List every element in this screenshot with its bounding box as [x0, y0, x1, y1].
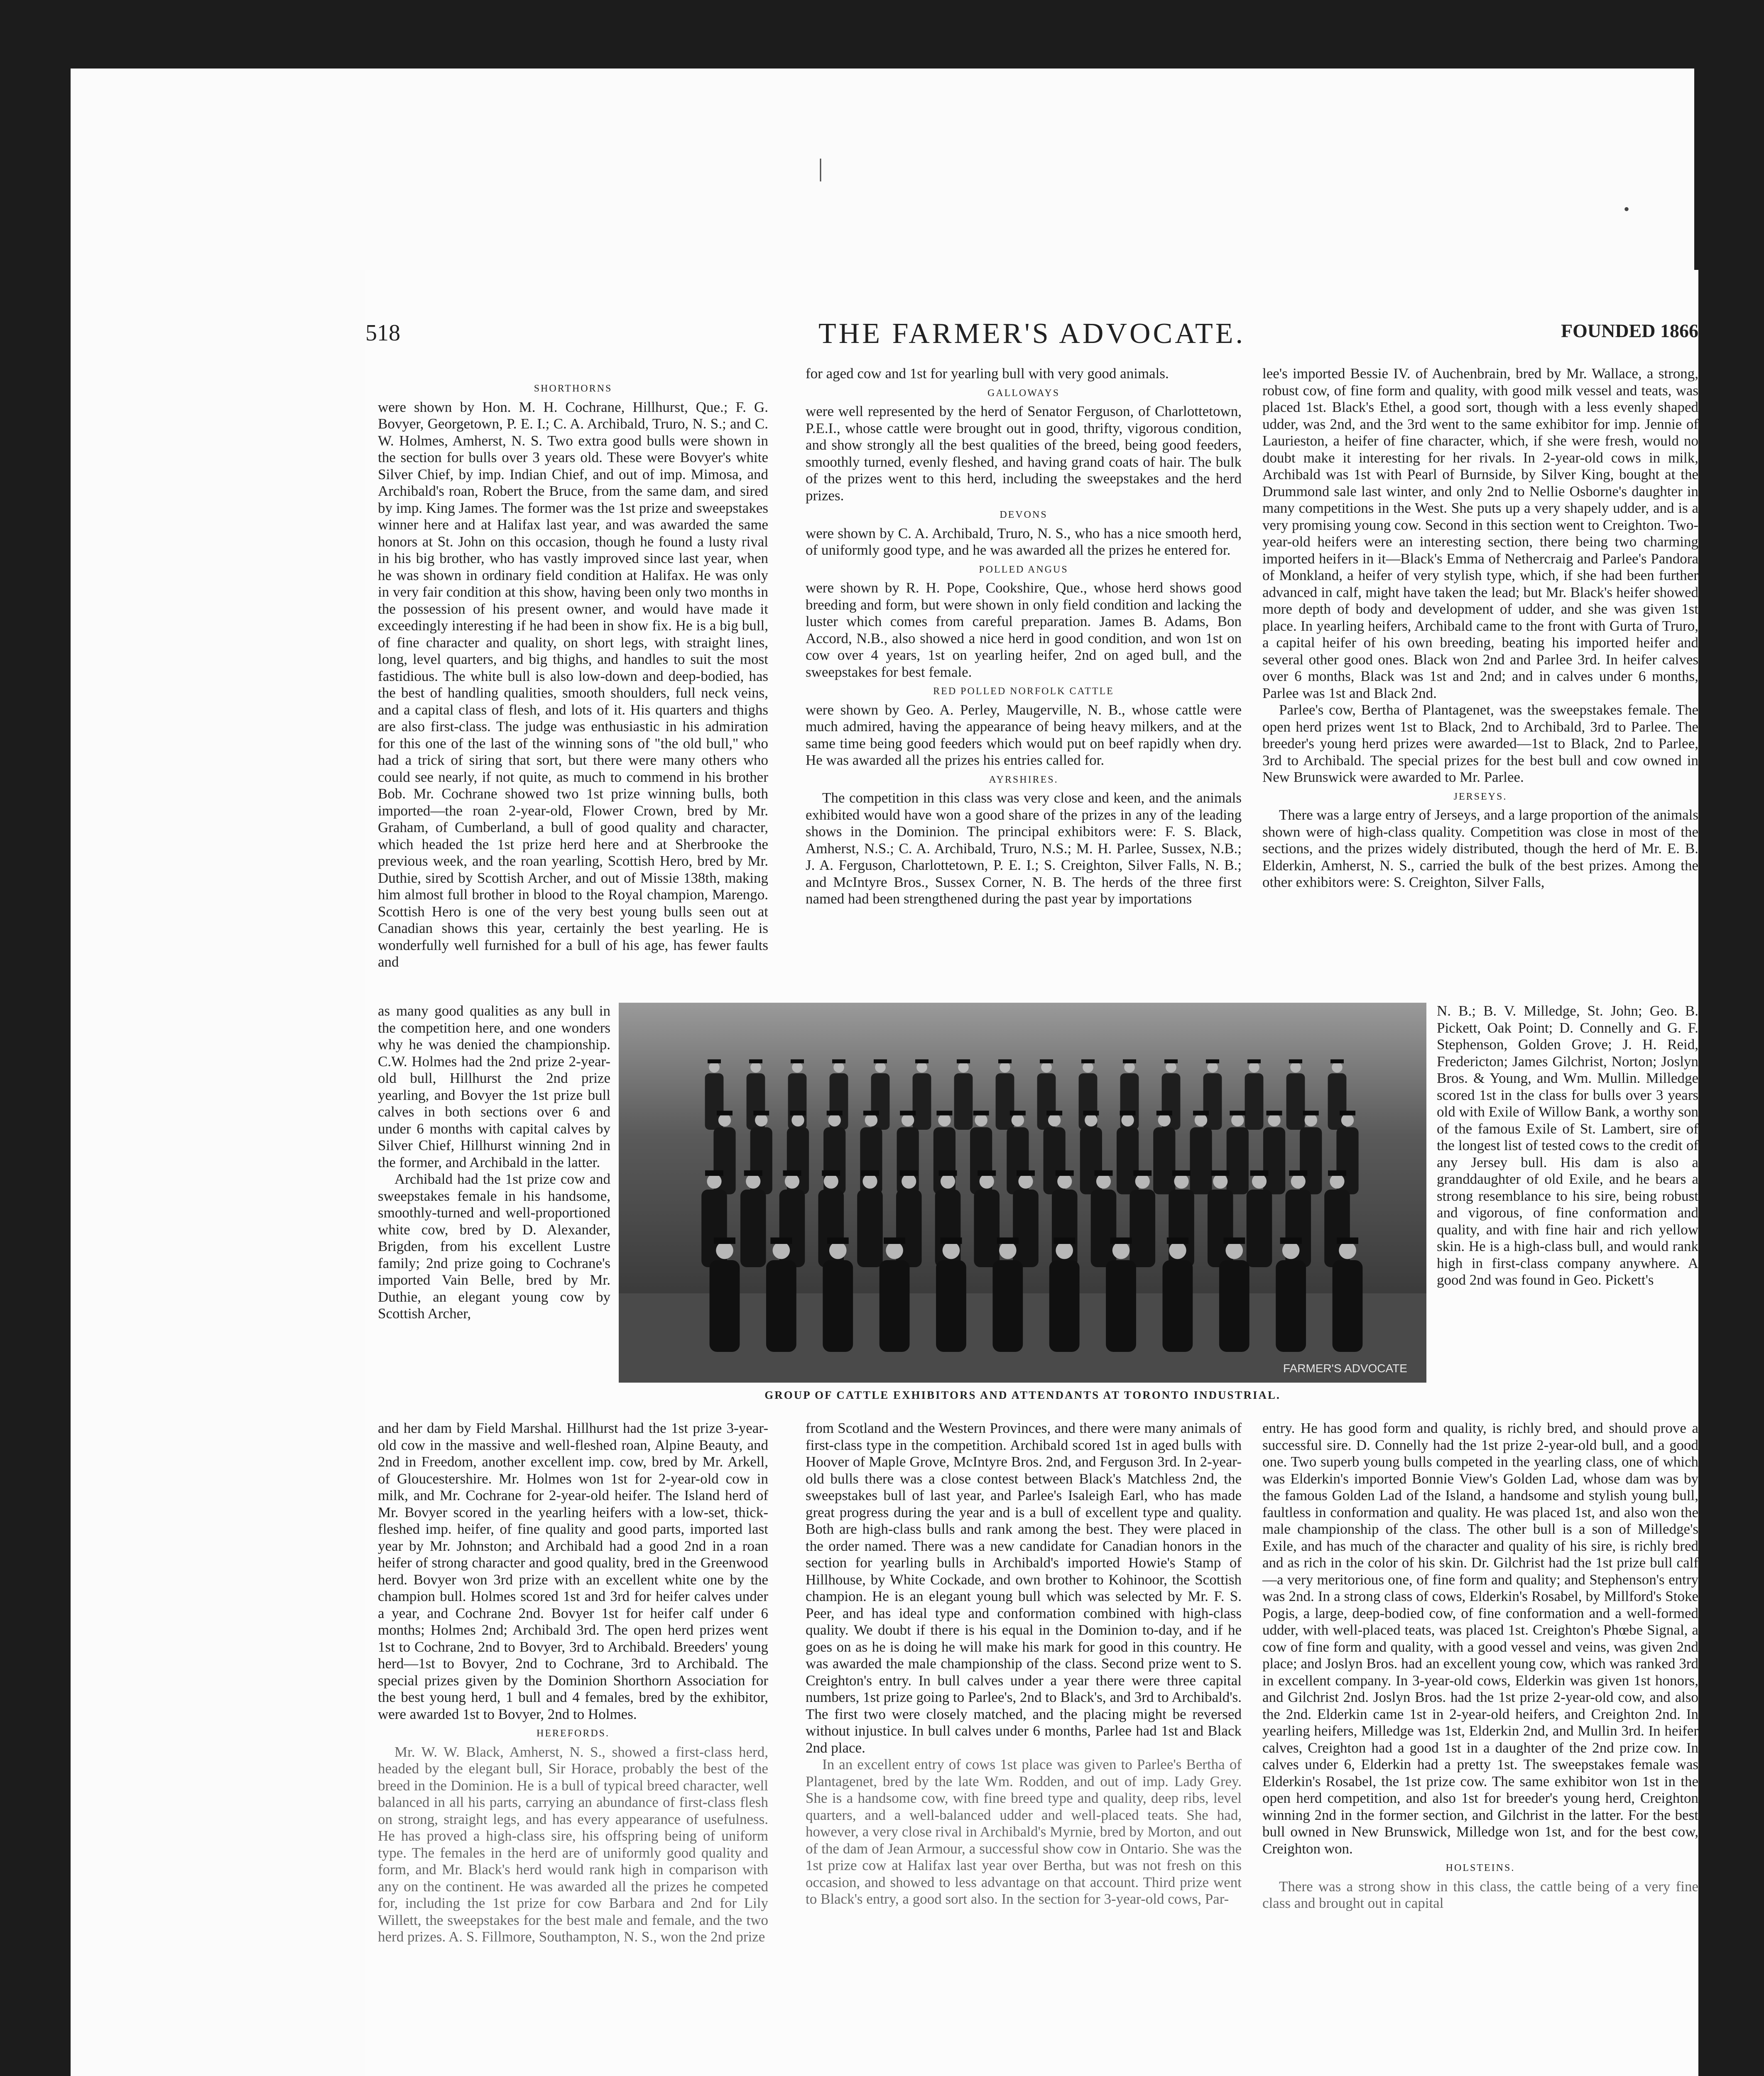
paragraph: for aged cow and 1st for yearling bull with very good animals.	[806, 365, 1169, 382]
person-hat	[705, 1170, 723, 1176]
column-3-lower	[1262, 1420, 1698, 1912]
person-figure	[913, 1073, 931, 1130]
person-hat	[1095, 1170, 1113, 1176]
person-face	[1225, 1242, 1243, 1259]
person-hat	[1211, 1170, 1230, 1176]
person-figure	[1129, 1190, 1155, 1267]
person-face	[1085, 1114, 1097, 1126]
person-face	[1174, 1174, 1188, 1189]
paragraph: Parlee's cow, Bertha of Plantagenet, was the sweepstakes female. The open herd prizes went 1st to Black, 2nd to Archibald, 3rd to Parlee. The breeder's young herd prizes were awarded—1st to Black, 2nd to Parlee, 3rd to Archibald. The special prizes for the best bull and cow owned in New Brunswick were awarded to Mr. Parlee.	[1262, 702, 1698, 785]
person-face	[902, 1174, 916, 1189]
paragraph: The competition in this class was very close and keen, and the animals exhibited would have won a good share of the prizes in any of the leading shows in the Dominion. The principal exhibitors were: F. S. Black, Amherst, N.S.; C. A. Archibald, Truro, N.S.; M. H. Parlee, Sussex, N.B.; J. A. Ferguson, Charlottetown, P. E. I.; S. Creighton, Silver Falls, N. B.; and McIntyre Bros., Sussex Corner, N. B. The herds of the three first named had been strengthened during the past year by importations	[806, 790, 1242, 907]
person-face	[916, 1062, 927, 1073]
section-heading-galloways: GALLOWAYS	[987, 387, 1060, 399]
ink-speck: •	[1624, 200, 1630, 218]
photo-caption: GROUP OF CATTLE EXHIBITORS AND ATTENDANTS AT TORONTO INDUSTRIAL.	[764, 1389, 1281, 1401]
person-face	[1282, 1242, 1300, 1259]
person-hat	[791, 1059, 804, 1063]
person-hat	[1206, 1059, 1219, 1063]
person-hat	[1046, 1111, 1062, 1115]
person-figure	[1106, 1260, 1136, 1352]
paragraph: Archibald had the 1st prize cow and sweepstakes female in his handsome, smoothly-turned and well-proportioned white cow, bred by D. Alexander, Brigden, from his excellent Lustre family; 2nd prize going to Cochrane's imported Vain Belle, bred by Mr. Duthie, an elegant young cow by Scottish Archer,	[378, 1171, 610, 1322]
person-face	[1339, 1242, 1356, 1259]
person-hat	[1289, 1170, 1307, 1176]
person-hat	[1303, 1111, 1319, 1115]
column-3	[1262, 365, 1698, 891]
masthead-title: THE FARMER'S ADVOCATE.	[818, 318, 1246, 350]
column-1-lower	[378, 1420, 768, 1946]
person-face	[791, 1114, 804, 1126]
person-face	[1169, 1242, 1186, 1259]
person-face	[886, 1242, 903, 1259]
person-hat	[1247, 1059, 1261, 1063]
person-hat	[1120, 1111, 1136, 1115]
person-figure	[857, 1190, 883, 1267]
person-figure	[1219, 1260, 1250, 1352]
paragraph: were well represented by the herd of Senator Ferguson, of Charlottetown, P.E.I., whose cattle were brought out in good, thrifty, vigorous condition, and show strongly all the best qualities of the breed, being good feeders, smoothly turned, evenly fleshed, and having grand coats of hair. The bulk of the prizes went to this herd, including the sweepstakes and the herd prizes.	[806, 403, 1242, 504]
person-hat	[900, 1170, 918, 1176]
person-hat	[1340, 1111, 1355, 1115]
person-face	[1012, 1114, 1024, 1126]
person-face	[875, 1062, 886, 1073]
person-face	[792, 1062, 803, 1073]
person-hat	[1156, 1111, 1172, 1115]
person-hat	[1289, 1059, 1302, 1063]
person-hat	[1010, 1111, 1026, 1115]
person-face	[1291, 1174, 1306, 1189]
column-1	[378, 378, 768, 971]
person-figure	[740, 1190, 766, 1267]
person-hat	[863, 1111, 879, 1115]
person-hat	[1172, 1170, 1191, 1176]
person-face	[1096, 1174, 1111, 1189]
person-face	[1124, 1062, 1135, 1073]
person-face	[824, 1174, 838, 1189]
person-hat	[1337, 1237, 1358, 1244]
person-face	[709, 1062, 720, 1073]
person-face	[1332, 1062, 1343, 1073]
person-hat	[939, 1170, 957, 1176]
person-hat	[978, 1170, 996, 1176]
person-figure	[1247, 1190, 1272, 1267]
person-hat	[783, 1170, 801, 1176]
person-hat	[973, 1111, 989, 1115]
section-heading-devons: DEVONS	[1000, 509, 1048, 520]
person-face	[750, 1062, 761, 1073]
person-face	[1041, 1062, 1052, 1073]
person-face	[941, 1174, 955, 1189]
person-hat	[770, 1237, 792, 1244]
section-heading-ayrshires: AYRSHIRES.	[989, 774, 1058, 785]
person-face	[1056, 1242, 1073, 1259]
column-3-narrow	[1437, 1003, 1698, 1289]
person-figure	[996, 1073, 1014, 1130]
person-face	[1249, 1062, 1259, 1073]
newspaper-page	[365, 154, 1698, 2076]
person-hat	[997, 1237, 1019, 1244]
person-face	[1166, 1062, 1176, 1073]
person-hat	[753, 1111, 769, 1115]
person-figure	[1091, 1190, 1117, 1267]
person-figure	[992, 1260, 1023, 1352]
person-hat	[1123, 1059, 1136, 1063]
person-hat	[1167, 1237, 1188, 1244]
person-figure	[1245, 1073, 1264, 1130]
person-figure	[710, 1260, 740, 1352]
person-hat	[1230, 1111, 1245, 1115]
person-face	[1330, 1174, 1344, 1189]
person-face	[1268, 1114, 1280, 1126]
person-face	[975, 1114, 987, 1126]
person-figure	[823, 1260, 853, 1352]
paragraph: from Scotland and the Western Provinces, and there were many animals of first-class type in the competition. Archibald scored 1st in aged bulls with Hoover of Maple Grove, McIntyre Bros. 2nd, and Ferguson 3rd. In 2-year-old bulls there was a close contest between Black's Matchless 2nd, the sweepstakes bull of last year, and Parlee's Isaleigh Earl, who has made great progress during the year and is a bull of excellent type and quality. Both are high-class bulls and rank among the best. They were placed in the order named. There was a new candidate for Canadian honors in the section for yearling bulls in Archibald's imported Howie's Stamp of Hillhouse, by White Cockade, and own brother to Kohinoor, the Scottish champion. He is an elegant young bull which was selected by Mr. F. S. Peer, and has ideal type and conformation combined with high-class quality. We doubt if there is his equal in the Dominion to-day, and if he goes on as he is doing he will make his mark for good in this country. He was awarded the male championship of the class. Second prize went to S. Creighton's entry. In bull calves under a year there were three capital numbers, 1st prize going to Parlee's, 2nd to Black's, and 3rd to Archibald's. The first two were closely matched, and the placing might be reversed without injustice. In bull calves under 6 months, Parlee had 1st and Black 2nd place.	[806, 1420, 1242, 1756]
person-hat	[1054, 1237, 1075, 1244]
person-hat	[861, 1170, 879, 1176]
person-face	[828, 1114, 841, 1126]
person-face	[785, 1174, 799, 1189]
person-face	[1112, 1242, 1130, 1259]
person-hat	[708, 1059, 721, 1063]
paragraph: were shown by Geo. A. Perley, Maugerville, N. B., whose cattle were much admired, having the appearance of being heavy milkers, and at the same time being good feeders which would put on beef rapidly when dry. He was awarded all the prizes his entries called for.	[806, 701, 1242, 768]
paragraph-faded: Mr. W. W. Black, Amherst, N. S., showed a first-class herd, headed by the elegant bull, Sir Horace, probably the best of the breed in the Dominion. He is a bull of typical breed character, well balanced in all his parts, carrying an abundance of first-class flesh on strong, straight legs, and has every appearance of usefulness. He has proved a high-class sire, his offspring being of uniform type. The females in the herd are of uniformly good quality and form, and Mr. Black's herd would rank high in comparison with any on the continent. He was awarded all the prizes he competed for, including the 1st prize for cow Barbara and 2nd for Lily Willett, the sweepstakes for the best male and female, and the two herd prizes. A. S. Fillmore, Southampton, N. S., won the 2nd prize	[378, 1743, 768, 1945]
person-face	[1195, 1114, 1207, 1126]
person-face	[829, 1242, 847, 1259]
person-hat	[1223, 1237, 1245, 1244]
paragraph: as many good qualities as any bull in the competition here, and one wonders why he was denied the championship. C.W. Holmes had the 2nd prize 2-year-old bull, Hillhurst the 2nd prize yearling, and Bovyer the 1st prize bull calves in both sections over 6 and under 6 months with capital calves by Silver Chief, Hillhurst winning 2nd in the former, and Archibald in the latter.	[378, 1003, 610, 1170]
person-hat	[1193, 1111, 1209, 1115]
person-face	[746, 1174, 760, 1189]
person-face	[865, 1114, 877, 1126]
paragraph: There was a large entry of Jerseys, and a large proportion of the animals shown were of high-class quality. Competition was close in most of the sections, and the prizes widely distributed, though the herd of Mr. E. B. Elderkin, Amherst, N. S., carried the bulk of the best prizes. Among the other exhibitors were: S. Creighton, Silver Falls,	[1262, 807, 1698, 890]
person-face	[1231, 1114, 1244, 1126]
paragraph: N. B.; B. V. Milledge, St. John; Geo. B. Pickett, Oak Point; D. Connelly and G. F. Stephenson, Golden Grove; J. H. Reid, Fredericton; James Gilchrist, Norton; Joslyn Bros. & Young, and Wm. Mullin. Milledge scored 1st in the class for bulls over 3 years old with Exile of Willow Bank, a worthy son of the famous Exile of St. Lambert, sire of the longest list of tested cows to the credit of any Jersey bull. His dam is also a granddaughter of old Exile, and he bears a strong resemblance to his sire, being robust and vigorous, of fine conformation and quality, and with fine hair and rich yellow skin. He is a high-class bull, and would rank high in first-class company anywhere. A good 2nd was found in Geo. Pickett's	[1437, 1003, 1698, 1288]
person-face	[1305, 1114, 1317, 1126]
person-hat	[936, 1111, 952, 1115]
person-face	[1135, 1174, 1150, 1189]
person-face	[1213, 1174, 1227, 1189]
person-hat	[915, 1059, 929, 1063]
person-hat	[1083, 1111, 1099, 1115]
person-face	[1018, 1174, 1033, 1189]
section-heading-shorthorns: SHORTHORNS	[534, 383, 612, 394]
person-hat	[957, 1059, 970, 1063]
person-figure	[1117, 1127, 1139, 1195]
person-face	[707, 1174, 721, 1189]
person-face	[938, 1114, 951, 1126]
person-hat	[744, 1170, 762, 1176]
person-face	[1158, 1114, 1171, 1126]
person-hat	[827, 1111, 843, 1115]
person-hat	[749, 1059, 762, 1063]
paragraph: were shown by R. H. Pope, Cookshire, Que., whose herd shows good breeding and form, but were shown in only field condition and lacking the luster which comes from careful preparation. James B. Adams, Bon Accord, N.B., also showed a nice herd in good condition, and won 1st on cow over 4 years, 1st on yearling heifer, 2nd on aged bull, and the sweepstakes for best female.	[806, 580, 1242, 680]
person-face	[1057, 1174, 1072, 1189]
person-face	[999, 1242, 1017, 1259]
paragraph-faded: There was a strong show in this class, the cattle being of a very fine class and brought out in capital	[1262, 1878, 1698, 1911]
person-face	[1121, 1114, 1134, 1126]
person-face	[980, 1174, 994, 1189]
person-face	[755, 1114, 767, 1126]
person-figure	[1263, 1127, 1285, 1195]
person-hat	[900, 1111, 916, 1115]
person-face	[943, 1242, 960, 1259]
person-hat	[1133, 1170, 1152, 1176]
paragraph-faded: In an excellent entry of cows 1st place was given to Parlee's Bertha of Plantagenet, bred by the late Wm. Rodden, and out of imp. Lady Grey. She is a handsome cow, with fine breed type and quality, deep ribs, level quarters, and a well-balanced udder and well-placed teats. She had, however, a very close rival in Archibald's Myrnie, bred by Morton, and out of the dam of Jean Armour, a successful show cow in Ontario. She was the 1st prize cow at Halifax last year over Bertha, but was not fresh on this occasion, and showed to less advantage on that account. Third prize went to Black's entry, a good sort also. In the section for 3-year-old cows, Par-	[806, 1756, 1242, 1907]
person-figure	[1049, 1260, 1080, 1352]
page-number: 518	[365, 320, 400, 346]
section-heading-red-polled: RED POLLED NORFOLK CATTLE	[933, 686, 1114, 697]
person-figure	[880, 1260, 910, 1352]
person-figure	[1190, 1127, 1212, 1195]
person-face	[958, 1062, 969, 1073]
paragraph: lee's imported Bessie IV. of Auchenbrain, bred by Mr. Wallace, a strong, robust cow, of fine form and quality, with good milk vessel and teats, was placed 1st. Black's Ethel, a good sort, though with a less evenly shaped udder, was 2nd, and the 3rd went to the same exhibitor for imp. Jennie of Laurieston, a heifer of fine character, which, if she were fresh, would no doubt make it interesting for her rivals. In 2-year-old cows in milk, Archibald was 1st with Pearl of Burnside, by Silver King, bought at the Drummond sale last winter, and only 2nd to Nellie Osborne's daughter in many competitions in the West. She puts up a very shapely udder, and is a very promising young cow. Second in this section went to Creighton. Two-year-old heifers were an interesting section, there being two charming imported heifers in it—Black's Emma of Nethercraig and Parlee's Pandora of Monkland, a heifer of very stylish type, which, if she had been further advanced in calf, might have taken the lead; but Mr. Black's heifer showed more depth of body and development of udder, and she was given 1st place. In yearling heifers, Archibald came to the front with Gurta of Truro, a capital heifer of his own breeding, beating his imported heifer and several other good ones. Black won 2nd and Parlee 3rd. In heifer calves over 6 months, Black was 1st and 2nd; and in calves under 6 months, Parlee was 1st and Black 2nd.	[1262, 365, 1698, 701]
person-face	[902, 1114, 914, 1126]
section-heading-holsteins: HOLSTEINS.	[1446, 1863, 1515, 1873]
person-figure	[936, 1260, 966, 1352]
person-hat	[822, 1170, 840, 1176]
person-face	[1290, 1062, 1301, 1073]
person-hat	[1056, 1170, 1074, 1176]
column-2-lower	[806, 1420, 1242, 1908]
person-face	[1048, 1114, 1061, 1126]
person-hat	[1164, 1059, 1178, 1063]
person-hat	[1280, 1237, 1302, 1244]
person-face	[1207, 1062, 1218, 1073]
paragraph: were shown by Hon. M. H. Cochrane, Hillhurst, Que.; F. G. Bovyer, Georgetown, P. E. I.; C. A. Archibald, Truro, N. S.; and C. W. Holmes, Amherst, N. S. Two extra good bulls were shown in the section for bulls over 3 years old. These were Bovyer's white Silver Chief, by imp. Indian Chief, and out of imp. Mimosa, and Archibald's roan, Robert the Bruce, from the same dam, and sired by imp. King James. The former was the 1st prize and sweepstakes winner here and at Halifax last year, and was awarded the same honors at St. John on this occasion, though he found a lusty rival in his big brother, who has vastly improved since last year, when he was shown in ordinary field condition at Halifax. He was only in very fair condition at this show, having been only two months in the possession of his present owner, and would have made it exceedingly interesting if he had been in show fix. He is a big bull, of fine character and quality, on short legs, with straight lines, long, level quarters, and big thighs, and handles to suit the most fastidious. The white bull is also low-down and deep-bodied, has the best of handling qualities, smooth shoulders, full neck veins, and a capital class of flesh, and lots of it. His quarters and thighs are also first-class. The judge was enthusiastic in his admiration for this one of the last of the winning sons of "the old bull," who had a trick of siring that sort, but there were many others who could see nearly, if not quite, as much to commend in his brother Bob. Mr. Cochrane showed two 1st prize winning bulls, both imported—the roan 2-year-old, Flower Crown, bred by Mr. Graham, of Cumberland, a bull of good quality and character, which headed the 1st prize herd here and at Sherbrooke the previous week, and the roan yearling, Scottish Hero, bred by Mr. Duthie, sired by Scottish Archer, and out of Missie 138th, making him almost full brother in blood to the Royal champion, Marengo. Scottish Hero is one of the very best young bulls seen out at Canadian shows this year, certainly the best yearling. He is wonderfully well furnished for a bull of his age, has fewer faults and	[378, 399, 768, 970]
person-face	[833, 1062, 844, 1073]
person-figure	[1227, 1127, 1249, 1195]
person-face	[1000, 1062, 1010, 1073]
person-hat	[717, 1111, 733, 1115]
person-hat	[884, 1237, 905, 1244]
person-figure	[1153, 1127, 1175, 1195]
person-figure	[1286, 1073, 1305, 1130]
person-hat	[1110, 1237, 1132, 1244]
person-figure	[974, 1190, 1000, 1267]
person-hat	[1250, 1170, 1269, 1176]
page-header	[365, 320, 1698, 361]
person-figure	[1333, 1260, 1363, 1352]
section-heading-jerseys: JERSEYS.	[1453, 791, 1507, 802]
person-figure	[1013, 1190, 1039, 1267]
person-face	[773, 1242, 790, 1259]
person-face	[716, 1242, 733, 1259]
person-face	[862, 1174, 877, 1189]
person-hat	[714, 1237, 735, 1244]
paragraph: entry. He has good form and quality, is richly bred, and should prove a successful sire. D. Connelly had the 1st prize 2-year-old bull, and a good one. Two superb young bulls competed in the yearling class, one of which was Elderkin's imported Bonnie View's Golden Lad, whose dam was by the famous Golden Lad of the Island, a handsome and stylish young bull, faultless in conformation and quality. He was placed 1st, and also won the male championship of the class. The other bull is a son of Milledge's Exile, and has much of the character and quality of his sire, is richly bred and as rich in the color of his skin. Dr. Gilchrist had the 1st prize bull calf—a very meritorious one, of fine form and quality; and Stephenson's entry was 2nd. In a strong class of cows, Elderkin's Rosabel, by Millford's Stoke Pogis, a large, deep-bodied cow, of fine conformation and a well-formed udder, with well-placed teats, was placed 1st. Creighton's Phœbe Signal, a cow of fine form and quality, with a good vessel and veins, was given 2nd place; and Joslyn Bros. had an excellent young cow, which was ranked 3rd in excellent company. In 3-year-old cows, Elderkin was given 1st honors, and Gilchrist 2nd. Joslyn Bros. had the 1st prize 2-year-old cow, and also the 2nd. Elderkin came 1st in 2-year-old heifers, and Creighton 2nd. In yearling heifers, Milledge was 1st, Elderkin 2nd, and Mullin 3rd. In heifer calves, Creighton had a good 1st in a daughter of the 2nd prize cow. In calves under 6, Elderkin had a pretty 1st. The sweepstakes female was Elderkin's Rosabel, the 1st prize cow. The same exhibitor won 1st in the open herd competition, and also 1st for breeder's young herd, Creighton winning 2nd in the former section, and Gilchrist in the latter. For the best bull owned in New Brunswick, Milledge won 1st, and for the best cow, Creighton won.	[1262, 1420, 1698, 1857]
person-face	[1252, 1174, 1267, 1189]
column-2	[806, 365, 1242, 908]
ink-speck: |	[818, 154, 823, 181]
founded-note: FOUNDED 1866	[1561, 320, 1698, 341]
photo-watermark: FARMER'S ADVOCATE	[1283, 1362, 1407, 1375]
section-heading-polled-angus: POLLED ANGUS	[979, 564, 1068, 575]
person-hat	[1017, 1170, 1035, 1176]
person-figure	[1276, 1260, 1306, 1352]
person-hat	[1328, 1170, 1346, 1176]
section-heading-herefords: HEREFORDS.	[536, 1728, 610, 1739]
person-hat	[998, 1059, 1012, 1063]
paragraph: were shown by C. A. Archibald, Truro, N. S., who has a nice smooth herd, of uniformly good type, and he was awarded all the prizes he entered for.	[806, 525, 1242, 558]
column-1-narrow	[378, 1003, 610, 1322]
person-figure	[1163, 1260, 1193, 1352]
person-figure	[954, 1073, 973, 1130]
person-hat	[1040, 1059, 1053, 1063]
person-hat	[874, 1059, 887, 1063]
group-photograph	[619, 1003, 1426, 1383]
person-hat	[790, 1111, 806, 1115]
person-hat	[832, 1059, 845, 1063]
person-face	[1341, 1114, 1354, 1126]
paragraph: and her dam by Field Marshal. Hillhurst had the 1st prize 3-year-old cow in the massive and well-fleshed roan, Alpine Beauty, and 2nd in Freedom, another excellent imp. cow, bred by Mr. Arkell, of Gloucestershire. Mr. Holmes won 1st for 2-year-old cow in milk, and Mr. Cochrane for 2-year-old heifer. The Island herd of Mr. Bovyer scored in the yearling heifers with a low-set, thick-fleshed imp. heifer, of fine quality and good parts, imported last year by Mr. Johnston; and Archibald had a good 2nd in a roan heifer of strong character and good quality, bred in the Greenwood herd. Bovyer won 3rd prize with an excellent white one by the champion bull. Holmes scored 1st and 3rd for heifer calves under a year, and Cochrane 2nd. Bovyer 1st for heifer calf under 6 months; Holmes 2nd; Archibald 3rd. The open herd prizes went 1st to Cochrane, 2nd to Bovyer, 3rd to Archibald. Breeders' young herd—1st to Bovyer, 2nd to Cochrane, 3rd to Archibald. The special prizes given by the Dominion Shorthorn Association for the best young herd, 1 bull and 4 females, bred by the exhibitor, were awarded 1st to Bovyer, 2nd to Holmes.	[378, 1420, 768, 1722]
person-hat	[1330, 1059, 1344, 1063]
photo-image	[619, 1003, 1426, 1383]
person-hat	[940, 1237, 962, 1244]
person-figure	[766, 1260, 796, 1352]
person-hat	[1267, 1111, 1282, 1115]
person-face	[1083, 1062, 1093, 1073]
person-face	[718, 1114, 731, 1126]
person-hat	[1081, 1059, 1095, 1063]
person-hat	[827, 1237, 849, 1244]
